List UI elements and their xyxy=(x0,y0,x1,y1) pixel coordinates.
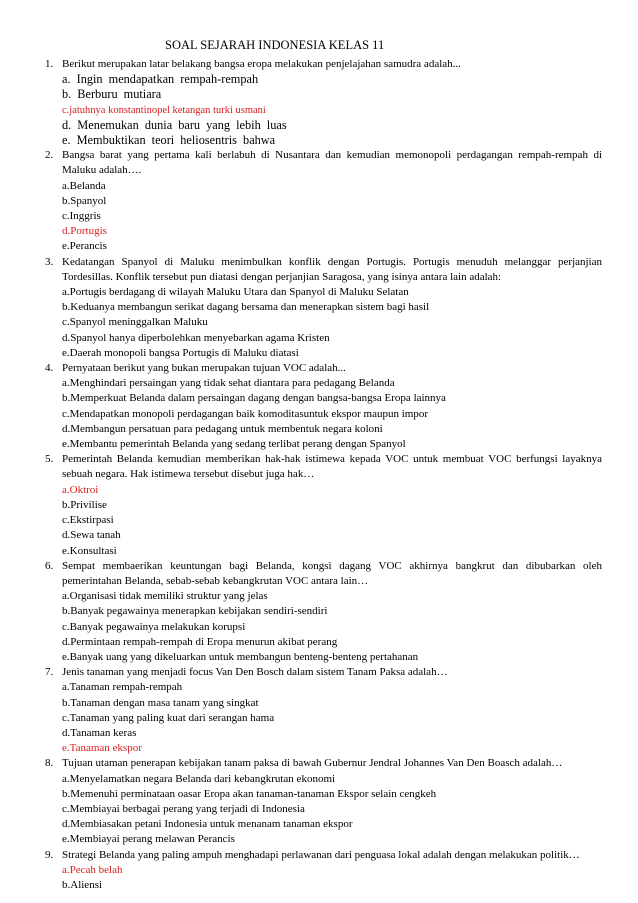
answer-option: b.Memperkuat Belanda dalam persaingan dagang dengan bangsa-bangsa Eropa lainnya xyxy=(62,392,446,405)
question-item xyxy=(32,848,602,894)
answer-option: e. Membuktikan teori heliosentris bahwa xyxy=(62,133,276,148)
question-item xyxy=(32,665,602,756)
answer-option: b. Berburu mutiara xyxy=(62,87,162,102)
answer-option: c.Mendapatkan monopoli perdagangan baik komoditasuntuk ekspor maupun impor xyxy=(62,407,428,420)
question-item xyxy=(32,559,602,665)
answer-option: c.Ekstirpasi xyxy=(62,514,114,527)
question-text: Bangsa barat yang pertama kali berlabuh di Nusantara dan kemudian memonopoli perdagangan rempah-rempah di Maluku adalah…. xyxy=(62,149,602,177)
answer-option: d.Sewa tanah xyxy=(62,529,121,542)
question-text: Berikut merupakan latar belakang bangsa eropa melakukan penjelajahan samudra adalah... xyxy=(62,58,461,70)
answer-option-correct: c.jatuhnya konstantinopel ketangan turki usmani xyxy=(62,104,266,116)
answer-option: d.Spanyol hanya diperbolehkan menyebarkan agama Kristen xyxy=(62,331,330,344)
answer-option: d.Membangun persatuan para pedagang untuk membentuk negara koloni xyxy=(62,422,383,435)
page-title: SOAL SEJARAH INDONESIA KELAS 11 xyxy=(165,38,385,52)
question-number: 3. xyxy=(45,255,54,268)
question-number: 1. xyxy=(45,58,54,70)
answer-option: a.Portugis berdagang di wilayah Maluku Utara dan Spanyol di Maluku Selatan xyxy=(62,286,409,299)
answer-option: a.Belanda xyxy=(62,179,106,192)
question-number: 7. xyxy=(45,666,54,679)
question-text: Sempat membaerikan keuntungan bagi Belanda, kongsi dagang VOC akhirnya bangkrut dan dibubarkan oleh pemerintahan Belanda, sebab-sebab kebangkrutan VOC antara lain… xyxy=(62,559,602,587)
answer-option: e.Membantu pemerintah Belanda yang sedang terlibat perang dengan Spanyol xyxy=(62,438,406,451)
answer-option: e.Banyak uang yang dikeluarkan untuk membangun benteng-benteng pertahanan xyxy=(62,650,419,663)
answer-option: e.Daerah monopoli bangsa Portugis di Maluku diatasi xyxy=(62,346,299,359)
question-text: Tujuan utaman penerapan kebijakan tanam paksa di bawah Gubernur Jendral Johannes Van Den Boasch adalah… xyxy=(62,757,563,770)
answer-option: a. Ingin mendapatkan rempah-rempah xyxy=(62,72,259,87)
answer-option: c.Banyak pegawainya melakukan korupsi xyxy=(62,620,246,633)
question-item xyxy=(32,148,602,254)
question-item xyxy=(32,452,602,558)
answer-option: a.Menghindari persaingan yang tidak sehat diantara para pedagang Belanda xyxy=(62,377,395,390)
answer-option: e.Perancis xyxy=(62,240,107,253)
answer-option: b.Banyak pegawainya menerapkan kebijakan sendiri-sendiri xyxy=(62,605,328,618)
answer-option: e.Membiayai perang melawan Perancis xyxy=(62,833,235,846)
answer-option: b.Tanaman dengan masa tanam yang singkat xyxy=(62,696,259,709)
answer-option: b.Keduanya membangun serikat dagang bersama dan menerapkan sistem bagi hasil xyxy=(62,301,430,314)
question-item xyxy=(32,57,602,148)
question-item xyxy=(32,756,602,847)
answer-option: a.Menyelamatkan negara Belanda dari kebangkrutan ekonomi xyxy=(62,772,336,785)
question-number: 2. xyxy=(45,149,54,162)
question-number: 9. xyxy=(45,848,54,861)
answer-option: d.Membiasakan petani Indonesia untuk menanam tanaman ekspor xyxy=(62,818,353,831)
answer-option-correct: e.Tanaman ekspor xyxy=(62,742,142,755)
answer-option-correct: a.Pecah belah xyxy=(62,863,123,876)
question-number: 8. xyxy=(45,757,54,770)
answer-option: c.Spanyol meninggalkan Maluku xyxy=(62,316,208,329)
answer-option: b.Memenuhi perminataan oasar Eropa akan tanaman-tanaman Ekspor selain cengkeh xyxy=(62,787,437,800)
question-item xyxy=(32,361,602,452)
question-text: Kedatangan Spanyol di Maluku menimbulkan konflik dengan Portugis. Portugis menuduh melanggar perjanjian Tordesillas. Konflik tersebut pun diatasi dengan perjanjian Saragosa, yang isinya antara lain adalah: xyxy=(62,255,602,283)
answer-option: d. Menemukan dunia baru yang lebih luas xyxy=(62,117,287,132)
answer-option: a.Organisasi tidak memiliki struktur yang jelas xyxy=(62,590,268,603)
question-number: 5. xyxy=(45,453,54,466)
answer-option: b.Spanyol xyxy=(62,194,107,207)
answer-option-correct: d.Portugis xyxy=(62,225,107,238)
answer-option: e.Konsultasi xyxy=(62,544,117,557)
answer-option: d.Tanaman keras xyxy=(62,726,137,739)
question-text: Pemerintah Belanda kemudian memberikan hak-hak istimewa kepada VOC untuk membuat VOC berfungsi layaknya sebuah negara. Hak istimewa tersebut disebut juga hak… xyxy=(62,453,602,481)
question-list xyxy=(32,57,602,893)
answer-option: a.Tanaman rempah-rempah xyxy=(62,681,183,694)
answer-option: b.Privilise xyxy=(62,498,107,511)
answer-option: c.Membiayai berbagai perang yang terjadi di Indonesia xyxy=(62,802,305,815)
question-text: Jenis tanaman yang menjadi focus Van Den Bosch dalam sistem Tanam Paksa adalah… xyxy=(62,666,448,679)
answer-option: c.Inggris xyxy=(62,210,101,223)
answer-option: b.Aliensi xyxy=(62,878,103,891)
question-item xyxy=(32,255,602,361)
question-number: 4. xyxy=(45,362,54,375)
answer-option: c.Tanaman yang paling kuat dari serangan hama xyxy=(62,711,275,724)
answer-option-correct: a.Oktroi xyxy=(62,483,99,496)
question-number: 6. xyxy=(45,559,54,572)
answer-option: d.Permintaan rempah-rempah di Eropa menurun akibat perang xyxy=(62,635,338,648)
question-text: Pernyataan berikut yang bukan merupakan tujuan VOC adalah... xyxy=(62,362,346,375)
question-text: Strategi Belanda yang paling ampuh menghadapi perlawanan dari penguasa lokal adalah dengan melakukan politik… xyxy=(62,848,580,861)
